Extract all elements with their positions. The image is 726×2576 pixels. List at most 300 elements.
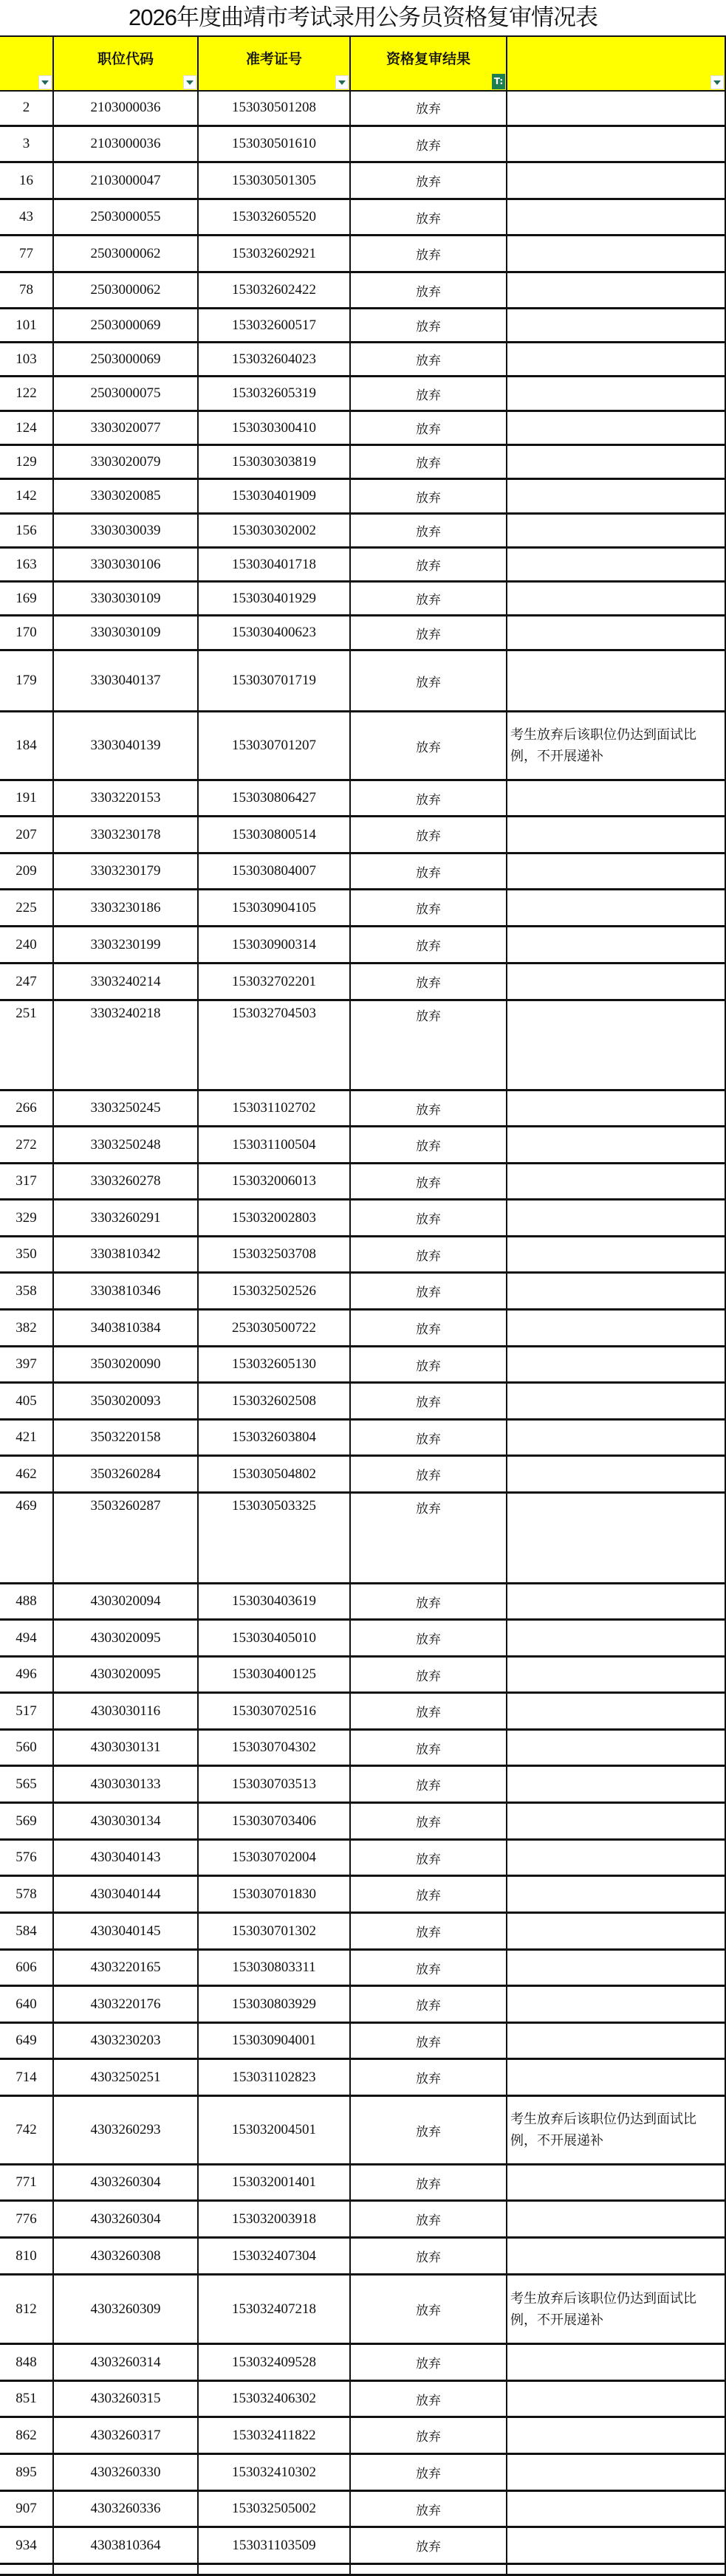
notes-cell[interactable] [507,1658,725,1691]
row-index[interactable]: 405 [0,1384,54,1418]
row-index[interactable]: 494 [0,1621,54,1655]
notes-cell[interactable] [507,1877,725,1912]
review-result-cell[interactable]: 放弃 [351,2239,507,2273]
ticket-number-cell[interactable]: 153032004501 [199,2097,351,2163]
ticket-number-cell[interactable]: 253030500722 [199,1311,351,1345]
notes-cell[interactable] [507,377,725,410]
review-result-cell[interactable]: 放弃 [351,1457,507,1491]
ticket-number-cell[interactable]: 153030501305 [199,163,351,198]
ticket-number-cell[interactable]: 153030303819 [199,446,351,478]
position-code-cell[interactable]: 3303230186 [54,890,199,925]
position-code-cell[interactable]: 3303810346 [54,1274,199,1308]
ticket-number-cell[interactable]: 153032605130 [199,1347,351,1381]
row-index[interactable]: 584 [0,1914,54,1948]
row-index[interactable]: 421 [0,1421,54,1454]
ticket-number-cell[interactable]: 153032605319 [199,377,351,410]
row-index[interactable]: 649 [0,2024,54,2058]
notes-cell[interactable] [507,1457,725,1491]
review-result-cell[interactable]: 放弃 [351,2165,507,2199]
notes-cell[interactable] [507,309,725,341]
review-result-cell[interactable]: 放弃 [351,1877,507,1912]
notes-cell[interactable] [507,781,725,815]
row-index[interactable]: 742 [0,2097,54,2163]
notes-cell[interactable] [507,412,725,444]
row-index[interactable]: 934 [0,2528,54,2563]
review-result-cell[interactable]: 放弃 [351,1658,507,1691]
filter-dropdown-button[interactable] [710,75,724,89]
ticket-number-cell[interactable]: 153030300410 [199,412,351,444]
ticket-number-cell[interactable]: 153030904105 [199,890,351,925]
position-code-cell[interactable]: 3303230179 [54,854,199,888]
row-index[interactable]: 169 [0,583,54,614]
ticket-number-cell[interactable]: 153030804007 [199,854,351,888]
notes-cell[interactable] [507,1731,725,1765]
review-result-cell[interactable]: 放弃 [351,2202,507,2236]
position-code-cell[interactable]: 4303020095 [54,1658,199,1691]
filter-dropdown-button[interactable] [335,75,349,89]
review-result-cell[interactable]: 放弃 [351,854,507,888]
row-index[interactable]: 251 [0,1001,54,1089]
position-code-cell[interactable]: 3503020093 [54,1384,199,1418]
notes-cell[interactable] [507,1694,725,1728]
review-result-cell[interactable]: 放弃 [351,515,507,546]
review-result-cell[interactable]: 放弃 [351,890,507,925]
notes-cell[interactable] [507,2202,725,2236]
review-result-cell[interactable]: 放弃 [351,781,507,815]
notes-cell[interactable] [507,236,725,271]
row-index[interactable]: 907 [0,2492,54,2526]
position-code-cell[interactable]: 3303230178 [54,817,199,852]
ticket-number-cell[interactable]: 153030401929 [199,583,351,614]
notes-cell[interactable] [507,890,725,925]
notes-cell[interactable] [507,1384,725,1418]
ticket-number-cell[interactable]: 153030701207 [199,712,351,779]
position-code-cell[interactable]: 3503220158 [54,1421,199,1454]
row-index[interactable]: 247 [0,964,54,999]
review-result-cell[interactable]: 放弃 [351,1914,507,1948]
ticket-number-cell[interactable]: 153030302002 [199,515,351,546]
row-index[interactable]: 2 [0,90,54,125]
review-result-cell[interactable]: 放弃 [351,1237,507,1271]
review-result-cell[interactable]: 放弃 [351,616,507,649]
notes-cell[interactable] [507,446,725,478]
row-index[interactable]: 3 [0,127,54,161]
notes-cell[interactable] [507,1951,725,1985]
position-code-cell[interactable]: 3503260284 [54,1457,199,1491]
position-code-cell[interactable]: 4303260293 [54,2097,199,2163]
ticket-number-cell[interactable]: 153030504802 [199,1457,351,1491]
row-index[interactable]: 163 [0,549,54,580]
filter-dropdown-button[interactable] [38,75,52,89]
notes-cell[interactable] [507,163,725,198]
review-result-cell[interactable]: 放弃 [351,343,507,375]
position-code-cell[interactable]: 3303040137 [54,651,199,710]
ticket-number-cell[interactable]: 153032002803 [199,1201,351,1235]
filter-dropdown-button[interactable] [183,75,196,89]
row-index[interactable]: 142 [0,480,54,512]
row-index[interactable]: 43 [0,200,54,234]
ticket-number-cell[interactable]: 153032603804 [199,1421,351,1454]
row-index[interactable]: 16 [0,163,54,198]
ticket-number-cell[interactable]: 153031102702 [199,1091,351,1125]
row-index[interactable]: 103 [0,343,54,375]
position-code-cell[interactable]: 3303040139 [54,712,199,779]
ticket-number-cell[interactable]: 153032704503 [199,1001,351,1089]
notes-cell[interactable] [507,480,725,512]
review-result-cell[interactable]: 放弃 [351,1951,507,1985]
ticket-number-cell[interactable]: 153032503708 [199,1237,351,1271]
position-code-cell[interactable]: 4303020095 [54,1621,199,1655]
notes-cell[interactable] [507,1767,725,1802]
review-result-cell[interactable]: 放弃 [351,1494,507,1582]
ticket-number-cell[interactable]: 153031100504 [199,1127,351,1162]
notes-cell[interactable] [507,127,725,161]
position-code-cell[interactable]: 4303220176 [54,1987,199,2022]
ticket-number-cell[interactable]: 153030900314 [199,927,351,962]
row-index[interactable]: 358 [0,1274,54,1308]
notes-cell[interactable]: 考生放弃后该职位仍达到面试比例，不开展递补 [510,727,696,763]
notes-cell[interactable]: 考生放弃后该职位仍达到面试比例，不开展递补 [510,2290,696,2327]
notes-cell[interactable] [507,927,725,962]
row-index[interactable]: 771 [0,2165,54,2199]
review-result-cell[interactable]: 放弃 [351,2276,507,2343]
review-result-cell[interactable]: 放弃 [351,2492,507,2526]
review-result-cell[interactable]: 放弃 [351,1311,507,1345]
review-result-cell[interactable]: 放弃 [351,200,507,234]
review-result-cell[interactable]: 放弃 [351,2060,507,2095]
position-code-cell[interactable]: 4303220165 [54,1951,199,1985]
notes-cell[interactable] [507,1914,725,1948]
row-index[interactable]: 225 [0,890,54,925]
row-index[interactable]: 397 [0,1347,54,1381]
position-code-cell[interactable]: 3303020077 [54,412,199,444]
position-code-cell[interactable]: 4303260304 [54,2165,199,2199]
review-result-cell[interactable]: 放弃 [351,1091,507,1125]
row-index[interactable]: 851 [0,2382,54,2416]
ticket-number-cell[interactable]: 153030702004 [199,1841,351,1875]
review-result-cell[interactable]: 放弃 [351,1584,507,1618]
review-result-cell[interactable]: 放弃 [351,1421,507,1454]
position-code-cell[interactable]: 2103000047 [54,163,199,198]
review-result-cell[interactable]: 放弃 [351,927,507,962]
notes-cell[interactable] [507,90,725,125]
ticket-number-cell[interactable]: 153032411822 [199,2418,351,2453]
ticket-number-cell[interactable]: 153032410302 [199,2455,351,2490]
ticket-number-cell[interactable]: 153030803311 [199,1951,351,1985]
ticket-number-cell[interactable] [199,2565,351,2574]
review-result-cell[interactable]: 放弃 [351,1127,507,1162]
notes-cell[interactable] [507,651,725,710]
notes-cell[interactable] [507,1201,725,1235]
position-code-cell[interactable]: 3303810342 [54,1237,199,1271]
position-code-cell[interactable]: 2103000036 [54,90,199,125]
notes-cell[interactable] [507,515,725,546]
ticket-number-cell[interactable]: 153032502526 [199,1274,351,1308]
notes-cell[interactable] [507,1347,725,1381]
review-result-cell[interactable]: 放弃 [351,163,507,198]
row-index[interactable]: 569 [0,1804,54,1838]
row-index[interactable]: 576 [0,1841,54,1875]
notes-cell[interactable] [507,273,725,307]
position-code-cell[interactable]: 3303260291 [54,1201,199,1235]
notes-cell[interactable] [507,2492,725,2526]
review-result-cell[interactable]: 放弃 [351,964,507,999]
position-code-cell[interactable]: 4303260330 [54,2455,199,2490]
review-result-cell[interactable]: 放弃 [351,127,507,161]
notes-cell[interactable] [507,1237,725,1271]
notes-cell[interactable] [507,2382,725,2416]
row-index[interactable]: 776 [0,2202,54,2236]
review-result-cell[interactable]: 放弃 [351,2455,507,2490]
ticket-number-cell[interactable]: 153032409528 [199,2345,351,2380]
review-result-cell[interactable]: 放弃 [351,1001,507,1089]
review-result-cell[interactable]: 放弃 [351,1987,507,2022]
notes-cell[interactable] [507,964,725,999]
ticket-number-cell[interactable]: 153032407218 [199,2276,351,2343]
notes-cell[interactable] [507,1584,725,1618]
row-index[interactable]: 78 [0,273,54,307]
position-code-cell[interactable]: 3303030106 [54,549,199,580]
row-index[interactable]: 124 [0,412,54,444]
position-code-cell[interactable]: 3303250245 [54,1091,199,1125]
review-result-cell[interactable]: 放弃 [351,549,507,580]
review-result-cell[interactable]: 放弃 [351,1201,507,1235]
ticket-number-cell[interactable]: 153032006013 [199,1164,351,1198]
position-code-cell[interactable]: 4303810364 [54,2528,199,2563]
ticket-number-cell[interactable]: 153030403619 [199,1584,351,1618]
notes-cell[interactable] [507,854,725,888]
notes-cell[interactable]: 考生放弃后该职位仍达到面试比例，不开展递补 [510,2112,696,2148]
position-code-cell[interactable]: 2503000055 [54,200,199,234]
notes-cell[interactable] [507,1841,725,1875]
row-index[interactable]: 488 [0,1584,54,1618]
position-code-cell[interactable]: 4303040144 [54,1877,199,1912]
review-result-cell[interactable]: 放弃 [351,2418,507,2453]
row-index[interactable]: 517 [0,1694,54,1728]
notes-cell[interactable] [507,616,725,649]
ticket-number-cell[interactable]: 153032602921 [199,236,351,271]
row-index[interactable]: 812 [0,2276,54,2343]
review-result-cell[interactable]: 放弃 [351,1274,507,1308]
review-result-cell[interactable]: 放弃 [351,2345,507,2380]
row-index[interactable]: 122 [0,377,54,410]
notes-cell[interactable] [507,817,725,852]
position-code-cell[interactable]: 4303260317 [54,2418,199,2453]
notes-cell[interactable] [507,1091,725,1125]
review-result-cell[interactable]: 放弃 [351,1164,507,1198]
ticket-number-cell[interactable]: 153030405010 [199,1621,351,1655]
ticket-number-cell[interactable]: 153030501610 [199,127,351,161]
position-code-cell[interactable]: 4303260304 [54,2202,199,2236]
ticket-number-cell[interactable]: 153032602508 [199,1384,351,1418]
row-index[interactable]: 810 [0,2239,54,2273]
row-index[interactable]: 272 [0,1127,54,1162]
row-index[interactable]: 266 [0,1091,54,1125]
row-index[interactable]: 191 [0,781,54,815]
ticket-number-cell[interactable]: 153030800514 [199,817,351,852]
position-code-cell[interactable]: 3303020079 [54,446,199,478]
position-code-cell[interactable]: 3303240218 [54,1001,199,1089]
position-code-cell[interactable]: 3303240214 [54,964,199,999]
ticket-number-cell[interactable]: 153032604023 [199,343,351,375]
review-result-cell[interactable]: 放弃 [351,1694,507,1728]
notes-cell[interactable] [507,1274,725,1308]
review-result-cell[interactable]: 放弃 [351,1841,507,1875]
position-code-cell[interactable]: 3503260287 [54,1494,199,1582]
position-code-cell[interactable]: 4303030133 [54,1767,199,1802]
notes-cell[interactable] [507,1621,725,1655]
row-index[interactable]: 156 [0,515,54,546]
ticket-number-cell[interactable]: 153032702201 [199,964,351,999]
review-result-cell[interactable]: 放弃 [351,2024,507,2058]
review-result-cell[interactable]: 放弃 [351,1731,507,1765]
ticket-number-cell[interactable]: 153030703406 [199,1804,351,1838]
review-result-cell[interactable] [351,2565,507,2574]
ticket-number-cell[interactable]: 153031103509 [199,2528,351,2563]
row-index[interactable]: 895 [0,2455,54,2490]
ticket-number-cell[interactable]: 153031102823 [199,2060,351,2095]
review-result-cell[interactable]: 放弃 [351,377,507,410]
notes-cell[interactable] [507,2060,725,2095]
ticket-number-cell[interactable]: 153030904001 [199,2024,351,2058]
notes-cell[interactable] [507,2239,725,2273]
row-index[interactable]: 317 [0,1164,54,1198]
notes-cell[interactable] [507,2528,725,2563]
row-index[interactable]: 469 [0,1494,54,1582]
active-filter-icon[interactable]: T: [492,74,505,89]
ticket-number-cell[interactable]: 153032505002 [199,2492,351,2526]
ticket-number-cell[interactable]: 153032602422 [199,273,351,307]
position-code-cell[interactable]: 4303260308 [54,2239,199,2273]
review-result-cell[interactable]: 放弃 [351,2097,507,2163]
position-code-cell[interactable]: 4303260309 [54,2276,199,2343]
notes-cell[interactable] [507,1494,725,1582]
review-result-cell[interactable]: 放弃 [351,2382,507,2416]
position-code-cell[interactable]: 3503020090 [54,1347,199,1381]
row-index[interactable]: 207 [0,817,54,852]
ticket-number-cell[interactable]: 153032001401 [199,2165,351,2199]
position-code-cell[interactable]: 4303040145 [54,1914,199,1948]
position-code-cell[interactable]: 4303030116 [54,1694,199,1728]
position-code-cell[interactable]: 4303260314 [54,2345,199,2380]
review-result-cell[interactable]: 放弃 [351,446,507,478]
notes-cell[interactable] [507,2024,725,2058]
review-result-cell[interactable]: 放弃 [351,712,507,779]
ticket-number-cell[interactable]: 153030400125 [199,1658,351,1691]
ticket-number-cell[interactable]: 153030702516 [199,1694,351,1728]
position-code-cell[interactable]: 2103000036 [54,127,199,161]
position-code-cell[interactable]: 3303220153 [54,781,199,815]
notes-cell[interactable] [507,1421,725,1454]
review-result-cell[interactable]: 放弃 [351,1767,507,1802]
row-index[interactable]: 77 [0,236,54,271]
row-index[interactable]: 565 [0,1767,54,1802]
review-result-cell[interactable]: 放弃 [351,651,507,710]
position-code-cell[interactable]: 3303030109 [54,616,199,649]
ticket-number-cell[interactable]: 153030806427 [199,781,351,815]
review-result-cell[interactable]: 放弃 [351,480,507,512]
position-code-cell[interactable]: 2503000062 [54,236,199,271]
position-code-cell[interactable]: 3303030109 [54,583,199,614]
position-code-cell[interactable]: 2503000062 [54,273,199,307]
position-code-cell[interactable]: 4303260336 [54,2492,199,2526]
notes-cell[interactable] [507,2165,725,2199]
row-index[interactable]: 184 [0,712,54,779]
position-code-cell[interactable]: 4303260315 [54,2382,199,2416]
row-index[interactable]: 462 [0,1457,54,1491]
position-code-cell[interactable]: 4303040143 [54,1841,199,1875]
review-result-cell[interactable]: 放弃 [351,412,507,444]
ticket-number-cell[interactable]: 153032003918 [199,2202,351,2236]
row-index[interactable]: 714 [0,2060,54,2095]
row-index[interactable]: 350 [0,1237,54,1271]
row-index[interactable]: 101 [0,309,54,341]
row-index[interactable]: 382 [0,1311,54,1345]
notes-cell[interactable] [507,200,725,234]
ticket-number-cell[interactable]: 153030701719 [199,651,351,710]
position-code-cell[interactable]: 4303030131 [54,1731,199,1765]
position-code-cell[interactable]: 3303260278 [54,1164,199,1198]
row-index[interactable]: 606 [0,1951,54,1985]
notes-cell[interactable] [507,1001,725,1089]
notes-cell[interactable] [507,2345,725,2380]
row-index[interactable]: 209 [0,854,54,888]
row-index[interactable]: 170 [0,616,54,649]
review-result-cell[interactable]: 放弃 [351,583,507,614]
review-result-cell[interactable]: 放弃 [351,817,507,852]
row-index[interactable]: 179 [0,651,54,710]
position-code-cell[interactable]: 3403810384 [54,1311,199,1345]
position-code-cell[interactable]: 3303020085 [54,480,199,512]
notes-cell[interactable] [507,1311,725,1345]
position-code-cell[interactable]: 2503000069 [54,343,199,375]
row-index[interactable]: 129 [0,446,54,478]
ticket-number-cell[interactable]: 153032600517 [199,309,351,341]
position-code-cell[interactable]: 3303230199 [54,927,199,962]
notes-cell[interactable] [507,549,725,580]
ticket-number-cell[interactable]: 153032605520 [199,200,351,234]
position-code-cell[interactable]: 4303020094 [54,1584,199,1618]
review-result-cell[interactable]: 放弃 [351,1621,507,1655]
position-code-cell[interactable]: 4303030134 [54,1804,199,1838]
row-index[interactable]: 640 [0,1987,54,2022]
review-result-cell[interactable]: 放弃 [351,2528,507,2563]
review-result-cell[interactable]: 放弃 [351,90,507,125]
position-code-cell[interactable]: 4303230203 [54,2024,199,2058]
position-code-cell[interactable]: 2503000075 [54,377,199,410]
ticket-number-cell[interactable]: 153032407304 [199,2239,351,2273]
notes-cell[interactable] [507,583,725,614]
notes-cell[interactable] [507,2418,725,2453]
row-index[interactable]: 560 [0,1731,54,1765]
ticket-number-cell[interactable]: 153030503325 [199,1494,351,1582]
notes-cell[interactable] [507,1804,725,1838]
ticket-number-cell[interactable]: 153032406302 [199,2382,351,2416]
ticket-number-cell[interactable]: 153030401718 [199,549,351,580]
ticket-number-cell[interactable]: 153030701302 [199,1914,351,1948]
review-result-cell[interactable]: 放弃 [351,273,507,307]
ticket-number-cell[interactable]: 153030701830 [199,1877,351,1912]
review-result-cell[interactable]: 放弃 [351,236,507,271]
row-index[interactable]: 240 [0,927,54,962]
position-code-cell[interactable]: 3303030039 [54,515,199,546]
review-result-cell[interactable]: 放弃 [351,1804,507,1838]
notes-cell[interactable] [507,1987,725,2022]
notes-cell[interactable] [507,1127,725,1162]
row-index[interactable] [0,2565,54,2574]
review-result-cell[interactable]: 放弃 [351,309,507,341]
notes-cell[interactable] [507,2565,725,2574]
